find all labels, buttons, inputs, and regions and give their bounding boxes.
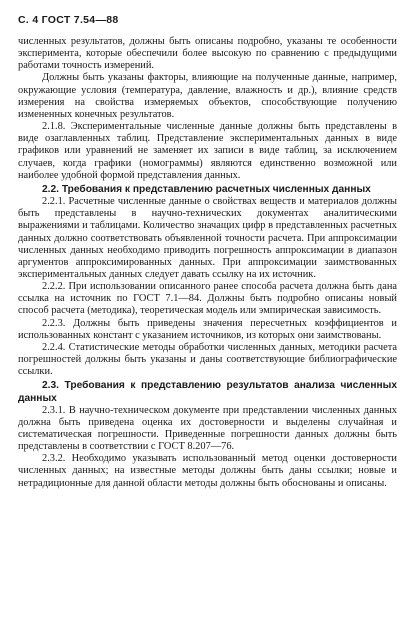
document-page <box>18 14 397 490</box>
paragraph-continuation: численных результатов, должны быть описаны подробно, указаны те особенности эксперимента, которые обеспечили более высокую по сравнению с предыдущими работами точность измерений. <box>18 36 397 72</box>
paragraph-2-2-3: 2.2.3. Должны быть приведены значения пересчетных коэффициентов и использованных констант с указанием источников, из которых они заимствованы. <box>18 317 397 341</box>
section-heading-2-2: 2.2. Требования к представлению расчетных численных данных <box>42 183 371 195</box>
paragraph-2-3-1: 2.3.1. В научно-техническом документе при представлении численных данных должна быть приведена оценка их достоверности и выделены случайная и систематическая погрешности. Приведенные погрешности данных должны быть представлены в соответствии с ГОСТ 8.207—76. <box>18 404 397 453</box>
page-header: С. 4 ГОСТ 7.54—88 <box>18 14 119 26</box>
paragraph-2-2-1: 2.2.1. Расчетные численные данные о свойствах веществ и материалов должны быть представлены в научно-технических документах аналитическими выражениями и таблицами. Количество значащих цифр в представленных расчетных данных должно соответствовать объявленной точности расчета. При аппроксимации численных данных необходимо приводить погрешность аппроксимации в диапазон аргументов аппроксимированных данных. При аппроксимации заимствованных экспериментальных данных следует давать ссылку на их источник. <box>18 196 397 280</box>
paragraph-2-2-4: 2.2.4. Статистические методы обработки численных данных, методики расчета погрешностей должны быть указаны и даны соответствующие библиографические ссылки. <box>18 341 397 378</box>
section-heading-2-3: 2.3. Требования к представлению результатов анализа численных данных <box>18 380 397 404</box>
paragraph-factors: Должны быть указаны факторы, влияющие на полученные данные, например, окружающие условия (температура, давление, влажность и др.), влияние средств измерения на свойства измеряемых объектов, способствующие получению измененных конечных результатов. <box>18 72 397 120</box>
paragraph-2-3-2: 2.3.2. Необходимо указывать использованный метод оценки достоверности численных данных; на известные методы должны быть даны ссылки; новые и нетрадиционные для данной области методы должны быть обоснованы и описаны. <box>18 453 397 489</box>
paragraph-2-1-8: 2.1.8. Экспериментальные численные данные должны быть представлены в виде озаглавленных таблиц. Представление экспериментальных данных в виде графиков или уравнений не заменяет их записи в виде таблиц, за исключением случаев, когда графики (номограммы) являются единственно возможной или наиболее удобной формой представления данных. <box>18 121 397 181</box>
paragraph-2-2-2: 2.2.2. При использовании описанного ранее способа расчета должна быть дана ссылка на источник по ГОСТ 7.1—84. Должны быть подробно описаны новый способ расчета (методика), теоретическая модель или эмпирическая зависимость. <box>18 281 397 317</box>
